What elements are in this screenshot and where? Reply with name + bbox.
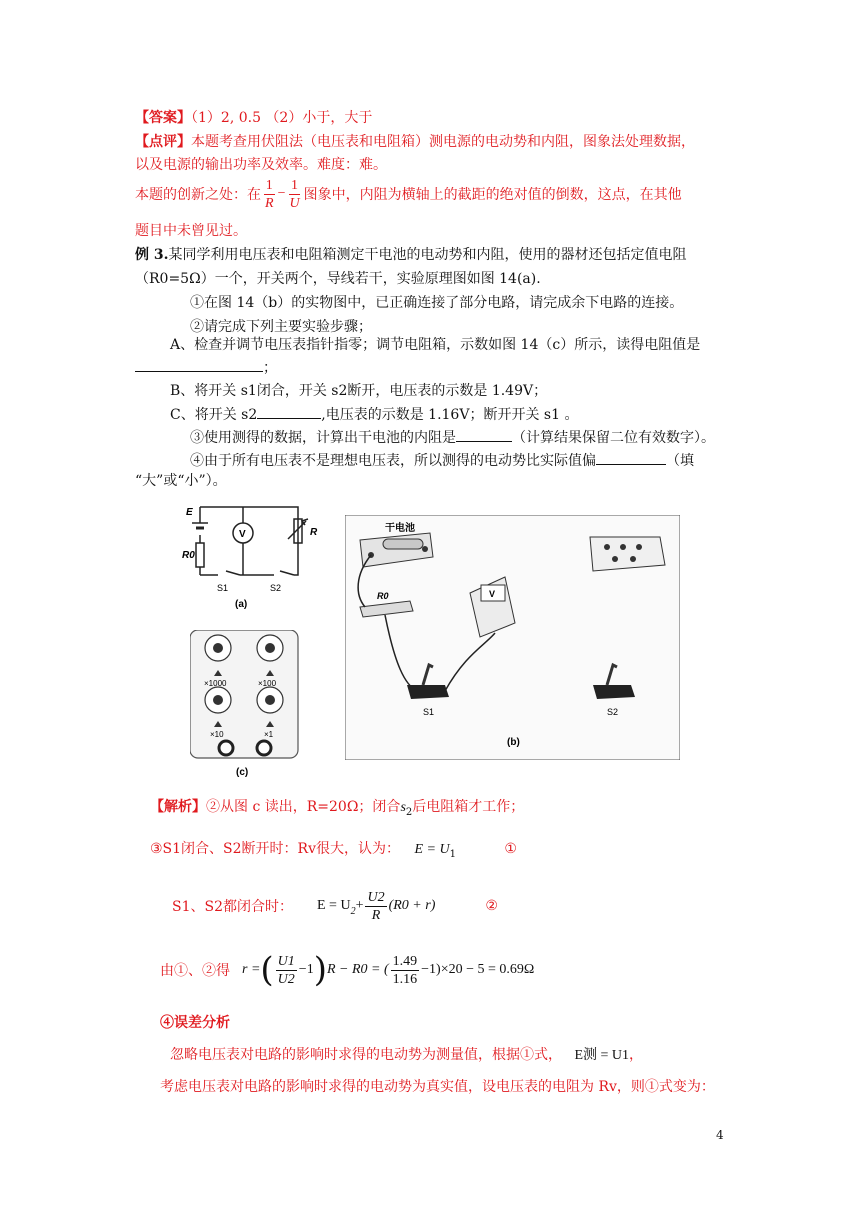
- eq2-mark: ②: [485, 898, 498, 914]
- figure-b-apparatus: [345, 515, 680, 760]
- answer-line: [135, 107, 372, 127]
- error-line-1-comma: ，: [629, 1047, 644, 1063]
- solution-text-1: ②从图 c 读出，R=20Ω；闭合: [206, 799, 401, 815]
- answer-blank[interactable]: [596, 451, 666, 465]
- example-item-4: [190, 450, 694, 470]
- innovation-suffix: 图象中，内阻为横轴上的截距的绝对值的倒数，这点，在其他: [303, 187, 682, 203]
- eq3-fraction: [276, 953, 297, 988]
- fig-c-x1-label: ×1: [264, 730, 274, 739]
- fig-a-s1-label: S1: [217, 583, 229, 593]
- fig-c-x100-label: ×100: [258, 679, 277, 688]
- eq2-lhs-sub: 2: [350, 905, 356, 917]
- fig-a-v-label: V: [239, 529, 246, 540]
- example-line-1: [135, 244, 687, 264]
- solution-line-1: [150, 796, 524, 818]
- fraction-numerator: 1: [265, 177, 273, 193]
- comment-line-2: 以及电源的输出功率及效率。难度：难。: [135, 157, 387, 173]
- comment-tag: 【点评】: [135, 134, 191, 150]
- example-label: 例 3.: [135, 247, 169, 263]
- fig-c-caption: (c): [236, 767, 249, 778]
- error-analysis-title: ④误差分析: [160, 1015, 230, 1031]
- fig-a-s2-label: S2: [270, 583, 282, 593]
- fig-a-r-label: R: [310, 527, 318, 538]
- fig-a-e-label: E: [186, 507, 193, 518]
- solution-text-1-post: 后电阻箱才工作；: [412, 799, 525, 815]
- comment-text-1: 本题考查用伏阻法（电压表和电阻箱）测电源的电动势和内阻，图象法处理数据，: [191, 134, 695, 150]
- fraction-numerator: 1: [291, 177, 299, 193]
- fig-b-v-label: V: [489, 589, 496, 599]
- fig-b-s2-label: S2: [607, 707, 619, 717]
- equation-1-line: [150, 838, 517, 860]
- right-paren: ): [313, 950, 327, 990]
- figure-a-circuit: [170, 495, 330, 615]
- item-4-post: （填: [666, 453, 694, 469]
- eq3-tail: −1)×20 − 5 = 0.69Ω: [421, 962, 535, 977]
- item-3-pre: ③使用测得的数据，计算出干电池的内阻是: [190, 430, 456, 446]
- fig-b-s1-label: S1: [423, 707, 435, 717]
- example-text-1: 某同学利用电压表和电阻箱测定干电池的电动势和内阻，使用的器材还包括定值电阻: [168, 247, 687, 263]
- answer-blank[interactable]: [456, 428, 512, 442]
- eq3-after: R − R0 = (: [326, 962, 389, 977]
- answer-text: （1）2, 0.5 （2）小于，大于: [191, 110, 373, 126]
- fig-b-battery-label: 干电池: [385, 523, 415, 534]
- fig-c-x10-label: ×10: [210, 730, 224, 739]
- page-number: 4: [716, 1128, 724, 1142]
- minus-sign: −: [277, 186, 286, 201]
- fraction-denominator: 1.16: [392, 971, 418, 987]
- solution-tag: 【解析】: [150, 799, 206, 815]
- innovation-prefix: 本题的创新之处：在: [135, 187, 261, 203]
- figure-c-resistance-box: [190, 630, 310, 780]
- answer-tag: 【答案】: [135, 110, 191, 126]
- fig-c-x1000-label: ×1000: [204, 679, 227, 688]
- fraction-one-over-r: [263, 177, 276, 212]
- error-line-1-text: 忽略电压表对电路的影响时求得的电动势为测量值，根据①式，: [170, 1047, 562, 1063]
- step-c: [170, 404, 578, 424]
- fig-a-caption: (a): [235, 599, 248, 610]
- example-item-1: ①在图 14（b）的实物图中，已正确连接了部分电路，请完成余下电路的连接。: [190, 295, 684, 311]
- eq1-sub: 1: [449, 848, 456, 860]
- example-item-4-line-2: “大”或“小”）。: [135, 473, 227, 489]
- example-line-2: （R0=5Ω）一个，开关两个，导线若干，实验原理图如图 14(a).: [135, 271, 541, 287]
- step-b: B、将开关 s1闭合，开关 s2断开，电压表的示数是 1.49V；: [170, 383, 548, 399]
- eq2-tail: (R0 + r): [388, 898, 436, 913]
- eq1-prefix: ③S1闭合、S2断开时：Rv很大，认为：: [150, 841, 400, 857]
- step-a-line-1: A、检查并调节电压表指针指零；调节电阻箱，示数如图 14（c）所示，读得电阻值是: [170, 337, 701, 353]
- fraction-one-over-u: [287, 177, 301, 212]
- item-4-pre: ④由于所有电压表不是理想电压表，所以测得的电动势比实际值偏: [190, 453, 596, 469]
- eq3-fraction-2: [391, 953, 420, 988]
- fraction-numerator: U1: [277, 953, 295, 969]
- fraction-numerator: U2: [367, 889, 385, 905]
- answer-blank[interactable]: [257, 405, 321, 419]
- eq1-mark: ①: [504, 841, 517, 857]
- example-item-2: ②请完成下列主要实验步骤；: [190, 319, 372, 335]
- step-a-tail: ；: [263, 360, 277, 376]
- step-c-post: ,电压表的示数是 1.16V；断开开关 s1 。: [321, 407, 579, 423]
- item-3-post: （计算结果保留二位有效数字）。: [512, 430, 715, 446]
- answer-blank[interactable]: [135, 358, 263, 372]
- fig-b-r0-label: R0: [377, 591, 389, 601]
- eq3-mid: −1: [298, 962, 314, 977]
- step-a-line-2: [135, 357, 277, 377]
- eq2-lhs: E = U: [317, 898, 351, 913]
- error-line-2: 考虑电压表对电路的影响时求得的电动势为真实值，设电压表的电阻为 Rv，则①式变为：: [160, 1079, 715, 1095]
- eq1-formula: E = U: [414, 842, 450, 857]
- error-line-1-eq: E测 = U1: [574, 1048, 630, 1063]
- fraction-denominator: R: [371, 907, 381, 923]
- fraction-denominator: U: [289, 195, 300, 211]
- equation-2-line: [172, 884, 498, 928]
- eq2-fraction: [365, 889, 386, 924]
- eq3-prefix: 由①、②得: [160, 963, 230, 979]
- eq3-r: r =: [242, 962, 261, 977]
- s2-var: s: [400, 800, 406, 815]
- eq2-prefix: S1、S2都闭合时：: [172, 899, 293, 915]
- fraction-numerator: 1.49: [392, 953, 418, 969]
- eq2-plus: +: [355, 898, 364, 913]
- equation-3-line: [160, 944, 534, 996]
- innovation-line-1: [135, 172, 682, 216]
- innovation-line-2: 题目中未曾见过。: [135, 223, 247, 239]
- fig-b-caption: (b): [507, 737, 520, 748]
- error-line-1: [170, 1044, 643, 1064]
- fraction-denominator: U2: [277, 971, 295, 987]
- left-paren: (: [260, 950, 274, 990]
- s2-sub: 2: [405, 806, 413, 818]
- fig-a-r0-label: R0: [182, 550, 195, 561]
- fraction-denominator: R: [265, 195, 274, 211]
- comment-line-1: [135, 131, 695, 151]
- step-c-pre: C、将开关 s2: [170, 407, 258, 423]
- example-item-3: [190, 427, 715, 447]
